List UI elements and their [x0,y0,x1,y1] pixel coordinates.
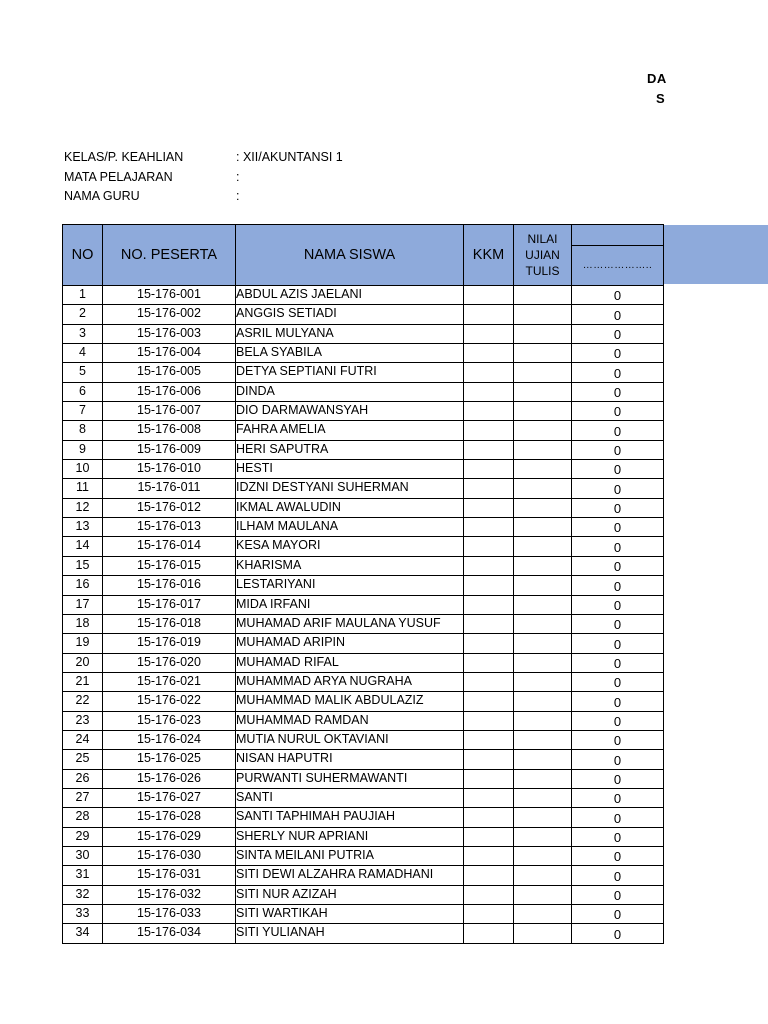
cell-kkm [464,440,514,459]
cell-nama-siswa: MUHAMAD ARIF MAULANA YUSUF [236,614,464,633]
cell-nilai-ujian-tulis [514,750,572,769]
header-nilai-line2: UJIAN [525,248,560,262]
cell-no-peserta: 15-176-032 [103,885,236,904]
cell-no: 17 [63,595,103,614]
table-row [63,479,664,498]
cell-nilai-ujian-tulis [514,556,572,575]
table-row [63,440,664,459]
table-row [63,905,664,924]
table-row [63,324,664,343]
table-row [63,885,664,904]
cell-kkm [464,769,514,788]
cell-nilai: 0 [572,324,664,343]
cell-no-peserta: 15-176-005 [103,363,236,382]
cell-nilai-ujian-tulis [514,498,572,517]
cell-nilai: 0 [572,692,664,711]
cell-no-peserta: 15-176-013 [103,518,236,537]
cell-no-peserta: 15-176-020 [103,653,236,672]
cell-nilai-ujian-tulis [514,576,572,595]
table-row [63,421,664,440]
table-row [63,595,664,614]
cell-nilai: 0 [572,653,664,672]
cell-nama-siswa: BELA SYABILA [236,344,464,363]
header-nama-siswa: NAMA SISWA [236,225,464,286]
cell-no: 32 [63,885,103,904]
cell-no-peserta: 15-176-023 [103,711,236,730]
header-nilai-line1: NILAI [527,232,558,246]
cell-no-peserta: 15-176-015 [103,556,236,575]
cell-nama-siswa: IDZNI DESTYANI SUHERMAN [236,479,464,498]
cell-nilai: 0 [572,344,664,363]
cell-nilai: 0 [572,614,664,633]
cell-kkm [464,730,514,749]
table-row [63,846,664,865]
cell-nilai-ujian-tulis [514,479,572,498]
table-row [63,305,664,324]
cell-no-peserta: 15-176-001 [103,286,236,305]
cell-no-peserta: 15-176-019 [103,634,236,653]
cell-nama-siswa: FAHRA AMELIA [236,421,464,440]
cell-nilai-ujian-tulis [514,866,572,885]
cell-nilai-ujian-tulis [514,344,572,363]
cell-nama-siswa: MUHAMAD ARIPIN [236,634,464,653]
cell-no-peserta: 15-176-027 [103,788,236,807]
cell-nama-siswa: MUHAMAD RIFAL [236,653,464,672]
table-row [63,537,664,556]
cell-kkm [464,924,514,943]
cell-no: 6 [63,382,103,401]
table-row [63,924,664,943]
cell-nama-siswa: MIDA IRFANI [236,595,464,614]
cell-nama-siswa: ABDUL AZIS JAELANI [236,286,464,305]
cell-kkm [464,788,514,807]
student-score-table [62,224,664,944]
cell-kkm [464,885,514,904]
cell-no-peserta: 15-176-017 [103,595,236,614]
info-value-mapel: : [236,169,240,184]
cell-no-peserta: 15-176-004 [103,344,236,363]
table-row [63,556,664,575]
header-band-extension [664,225,768,284]
cell-nilai-ujian-tulis [514,614,572,633]
cell-no: 9 [63,440,103,459]
cell-nilai: 0 [572,924,664,943]
cell-nilai-ujian-tulis [514,634,572,653]
cell-no-peserta: 15-176-030 [103,846,236,865]
cell-nama-siswa: DIO DARMAWANSYAH [236,402,464,421]
cell-nama-siswa: ASRIL MULYANA [236,324,464,343]
info-value-guru: : [236,189,240,203]
cell-nilai: 0 [572,576,664,595]
cell-no-peserta: 15-176-010 [103,460,236,479]
info-label-guru: NAMA GURU [64,189,140,203]
cell-nilai: 0 [572,672,664,691]
table-row [63,614,664,633]
cell-kkm [464,537,514,556]
info-label-kelas: KELAS/P. KEAHLIAN [64,150,184,164]
cell-nama-siswa: DETYA SEPTIANI FUTRI [236,363,464,382]
cell-nilai: 0 [572,750,664,769]
cell-nilai-ujian-tulis [514,788,572,807]
cell-no-peserta: 15-176-007 [103,402,236,421]
cell-nilai-ujian-tulis [514,827,572,846]
header-kkm: KKM [464,225,514,286]
cell-no: 27 [63,788,103,807]
cell-no: 22 [63,692,103,711]
cell-nama-siswa: DINDA [236,382,464,401]
cell-nilai: 0 [572,711,664,730]
cell-nilai: 0 [572,479,664,498]
cell-no-peserta: 15-176-024 [103,730,236,749]
cell-nilai: 0 [572,537,664,556]
cell-no: 23 [63,711,103,730]
cell-nama-siswa: MUTIA NURUL OKTAVIANI [236,730,464,749]
cell-kkm [464,518,514,537]
table-row [63,498,664,517]
cell-nilai-ujian-tulis [514,402,572,421]
table-row [63,827,664,846]
table-row [63,382,664,401]
cell-nama-siswa: PURWANTI SUHERMAWANTI [236,769,464,788]
cell-kkm [464,402,514,421]
table-row [63,576,664,595]
cell-nilai-ujian-tulis [514,711,572,730]
table-row [63,344,664,363]
cell-nilai: 0 [572,808,664,827]
cell-nilai-ujian-tulis [514,653,572,672]
cell-nilai: 0 [572,885,664,904]
cell-nilai: 0 [572,730,664,749]
cell-kkm [464,846,514,865]
cell-nama-siswa: KESA MAYORI [236,537,464,556]
cell-nama-siswa: SINTA MEILANI PUTRIA [236,846,464,865]
cell-kkm [464,460,514,479]
cell-no-peserta: 15-176-033 [103,905,236,924]
cell-kkm [464,363,514,382]
table-row [63,363,664,382]
cell-no-peserta: 15-176-016 [103,576,236,595]
cell-nilai-ujian-tulis [514,286,572,305]
table-row [63,402,664,421]
cell-kkm [464,827,514,846]
cell-nilai: 0 [572,595,664,614]
cell-no-peserta: 15-176-022 [103,692,236,711]
cell-nama-siswa: ANGGIS SETIADI [236,305,464,324]
cell-no: 2 [63,305,103,324]
cell-kkm [464,344,514,363]
cell-no-peserta: 15-176-014 [103,537,236,556]
header-dots: ……………….. [572,246,664,286]
cell-no-peserta: 15-176-002 [103,305,236,324]
cell-no: 30 [63,846,103,865]
cell-nama-siswa: HESTI [236,460,464,479]
cell-nilai: 0 [572,498,664,517]
cell-no-peserta: 15-176-012 [103,498,236,517]
table-row [63,750,664,769]
cell-kkm [464,382,514,401]
cell-nama-siswa: LESTARIYANI [236,576,464,595]
cell-kkm [464,750,514,769]
cell-nilai: 0 [572,421,664,440]
cell-no: 13 [63,518,103,537]
cell-no-peserta: 15-176-006 [103,382,236,401]
header-nilai-ujian-tulis [514,225,572,286]
cell-no: 16 [63,576,103,595]
cell-no-peserta: 15-176-031 [103,866,236,885]
cell-kkm [464,614,514,633]
cell-nilai: 0 [572,905,664,924]
cell-nama-siswa: NISAN HAPUTRI [236,750,464,769]
table-row [63,460,664,479]
cell-nilai: 0 [572,518,664,537]
cell-nilai-ujian-tulis [514,808,572,827]
cell-no: 11 [63,479,103,498]
cell-nilai-ujian-tulis [514,324,572,343]
cell-nama-siswa: SITI NUR AZIZAH [236,885,464,904]
cell-nilai-ujian-tulis [514,518,572,537]
table-row [63,730,664,749]
cell-nama-siswa: HERI SAPUTRA [236,440,464,459]
cell-no-peserta: 15-176-029 [103,827,236,846]
cell-kkm [464,556,514,575]
cell-no-peserta: 15-176-034 [103,924,236,943]
cell-no-peserta: 15-176-018 [103,614,236,633]
cell-nama-siswa: SITI WARTIKAH [236,905,464,924]
cell-no: 4 [63,344,103,363]
cell-nilai: 0 [572,788,664,807]
table-row [63,518,664,537]
cell-no-peserta: 15-176-021 [103,672,236,691]
cell-nilai-ujian-tulis [514,692,572,711]
cell-no: 31 [63,866,103,885]
cell-nilai: 0 [572,460,664,479]
cell-nilai-ujian-tulis [514,924,572,943]
table-row [63,769,664,788]
cell-nama-siswa: SITI YULIANAH [236,924,464,943]
cell-nilai: 0 [572,382,664,401]
cell-kkm [464,905,514,924]
cell-no-peserta: 15-176-026 [103,769,236,788]
cell-kkm [464,305,514,324]
cell-kkm [464,672,514,691]
cell-nilai-ujian-tulis [514,537,572,556]
cell-nama-siswa: SITI DEWI ALZAHRA RAMADHANI [236,866,464,885]
cell-nilai: 0 [572,634,664,653]
cell-nilai-ujian-tulis [514,363,572,382]
cell-kkm [464,866,514,885]
cell-kkm [464,498,514,517]
info-value-kelas: : XII/AKUNTANSI 1 [236,150,343,164]
header-nilai-line3: TULIS [525,264,560,278]
cell-no-peserta: 15-176-009 [103,440,236,459]
page-title-line1: DA [647,71,667,86]
cell-kkm [464,634,514,653]
cell-nilai: 0 [572,305,664,324]
cell-kkm [464,595,514,614]
table-row [63,692,664,711]
cell-kkm [464,324,514,343]
cell-nilai-ujian-tulis [514,440,572,459]
cell-nilai: 0 [572,286,664,305]
table-body [63,286,664,944]
cell-no: 19 [63,634,103,653]
cell-no: 15 [63,556,103,575]
cell-nama-siswa: MUHAMMAD ARYA NUGRAHA [236,672,464,691]
cell-nilai-ujian-tulis [514,730,572,749]
cell-kkm [464,576,514,595]
cell-nilai: 0 [572,402,664,421]
cell-nilai-ujian-tulis [514,460,572,479]
cell-nilai-ujian-tulis [514,905,572,924]
cell-nilai: 0 [572,556,664,575]
cell-kkm [464,711,514,730]
cell-nilai: 0 [572,440,664,459]
cell-no-peserta: 15-176-003 [103,324,236,343]
cell-nama-siswa: KHARISMA [236,556,464,575]
cell-nilai-ujian-tulis [514,846,572,865]
cell-nilai: 0 [572,827,664,846]
cell-kkm [464,421,514,440]
cell-nama-siswa: SHERLY NUR APRIANI [236,827,464,846]
table-row [63,286,664,305]
cell-no-peserta: 15-176-028 [103,808,236,827]
cell-no: 7 [63,402,103,421]
header-blank-cell [572,225,664,246]
cell-no: 3 [63,324,103,343]
cell-no: 18 [63,614,103,633]
cell-kkm [464,808,514,827]
cell-nilai-ujian-tulis [514,305,572,324]
cell-no: 8 [63,421,103,440]
cell-no: 12 [63,498,103,517]
cell-no: 26 [63,769,103,788]
cell-no: 34 [63,924,103,943]
cell-no-peserta: 15-176-011 [103,479,236,498]
cell-no: 20 [63,653,103,672]
cell-nama-siswa: ILHAM MAULANA [236,518,464,537]
table-row [63,653,664,672]
cell-no: 1 [63,286,103,305]
cell-kkm [464,286,514,305]
cell-no: 24 [63,730,103,749]
cell-nilai: 0 [572,846,664,865]
header-no-peserta: NO. PESERTA [103,225,236,286]
cell-no: 5 [63,363,103,382]
cell-nama-siswa: MUHAMMAD MALIK ABDULAZIZ [236,692,464,711]
cell-no: 10 [63,460,103,479]
cell-nilai-ujian-tulis [514,769,572,788]
cell-nilai: 0 [572,363,664,382]
cell-nilai: 0 [572,769,664,788]
cell-no: 33 [63,905,103,924]
cell-no: 21 [63,672,103,691]
header-no: NO [63,225,103,286]
table-row [63,711,664,730]
cell-nilai: 0 [572,866,664,885]
cell-nama-siswa: SANTI [236,788,464,807]
cell-kkm [464,479,514,498]
cell-no: 28 [63,808,103,827]
cell-nama-siswa: MUHAMMAD RAMDAN [236,711,464,730]
cell-kkm [464,653,514,672]
cell-nilai-ujian-tulis [514,672,572,691]
info-label-mapel: MATA PELAJARAN [64,169,173,184]
cell-no: 29 [63,827,103,846]
table-row [63,808,664,827]
cell-no: 25 [63,750,103,769]
table-row [63,672,664,691]
cell-nilai-ujian-tulis [514,885,572,904]
page-title-line2: S [656,91,666,106]
cell-kkm [464,692,514,711]
table-row [63,788,664,807]
cell-nilai-ujian-tulis [514,595,572,614]
table-row [63,866,664,885]
cell-nama-siswa: SANTI TAPHIMAH PAUJIAH [236,808,464,827]
cell-nama-siswa: IKMAL AWALUDIN [236,498,464,517]
cell-no: 14 [63,537,103,556]
cell-nilai-ujian-tulis [514,382,572,401]
cell-nilai-ujian-tulis [514,421,572,440]
cell-no-peserta: 15-176-008 [103,421,236,440]
cell-no-peserta: 15-176-025 [103,750,236,769]
table-row [63,634,664,653]
